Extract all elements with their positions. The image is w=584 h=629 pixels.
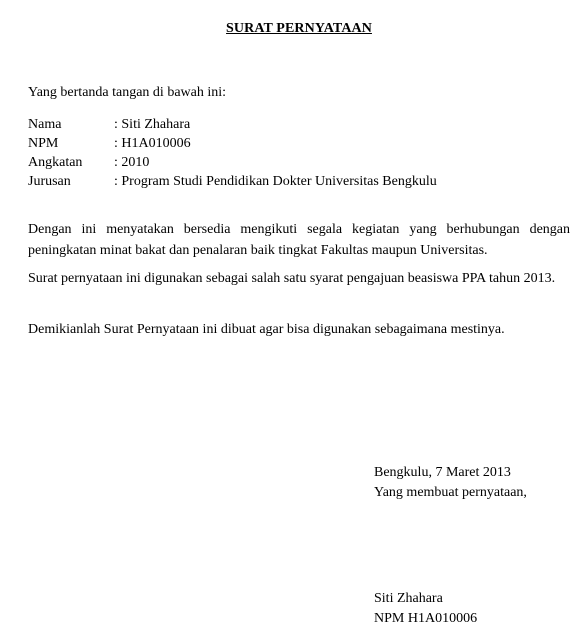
document-title: SURAT PERNYATAAN <box>226 21 372 36</box>
statement-paragraph: Dengan ini menyatakan bersedia mengikuti segala kegiatan yang berhubungan dengan peningkatan minat bakat dan penalaran baik tingkat Fakultas maupun Universitas. <box>28 222 570 258</box>
field-value: : Program Studi Pendidikan Dokter Universitas Bengkulu <box>114 174 437 189</box>
signature-header <box>374 463 527 503</box>
signer-name: Siti Zhahara <box>374 591 443 606</box>
identity-row-nama <box>28 115 437 134</box>
field-label: Angkatan <box>28 155 83 170</box>
field-label: NPM <box>28 136 59 151</box>
field-value: : 2010 <box>114 155 150 170</box>
field-value: : H1A010006 <box>114 136 191 151</box>
signer-npm: NPM H1A010006 <box>374 611 478 626</box>
field-label: Jurusan <box>28 174 71 189</box>
closing-paragraph: Demikianlah Surat Pernyataan ini dibuat agar bisa digunakan sebagaimana mestinya. <box>28 322 505 337</box>
intro-text: Yang bertanda tangan di bawah ini: <box>28 85 227 100</box>
place-date: Bengkulu, 7 Maret 2013 <box>374 465 511 480</box>
signature-footer <box>374 589 477 629</box>
identity-row-jurusan <box>28 172 437 191</box>
identity-table <box>28 115 437 191</box>
field-value: : Siti Zhahara <box>114 117 191 132</box>
maker-label: Yang membuat pernyataan, <box>374 485 527 500</box>
field-label: Nama <box>28 117 62 132</box>
identity-row-npm <box>28 134 437 153</box>
identity-row-angkatan <box>28 153 437 172</box>
purpose-paragraph: Surat pernyataan ini digunakan sebagai salah satu syarat pengajuan beasiswa PPA tahun 2013. <box>28 271 556 286</box>
